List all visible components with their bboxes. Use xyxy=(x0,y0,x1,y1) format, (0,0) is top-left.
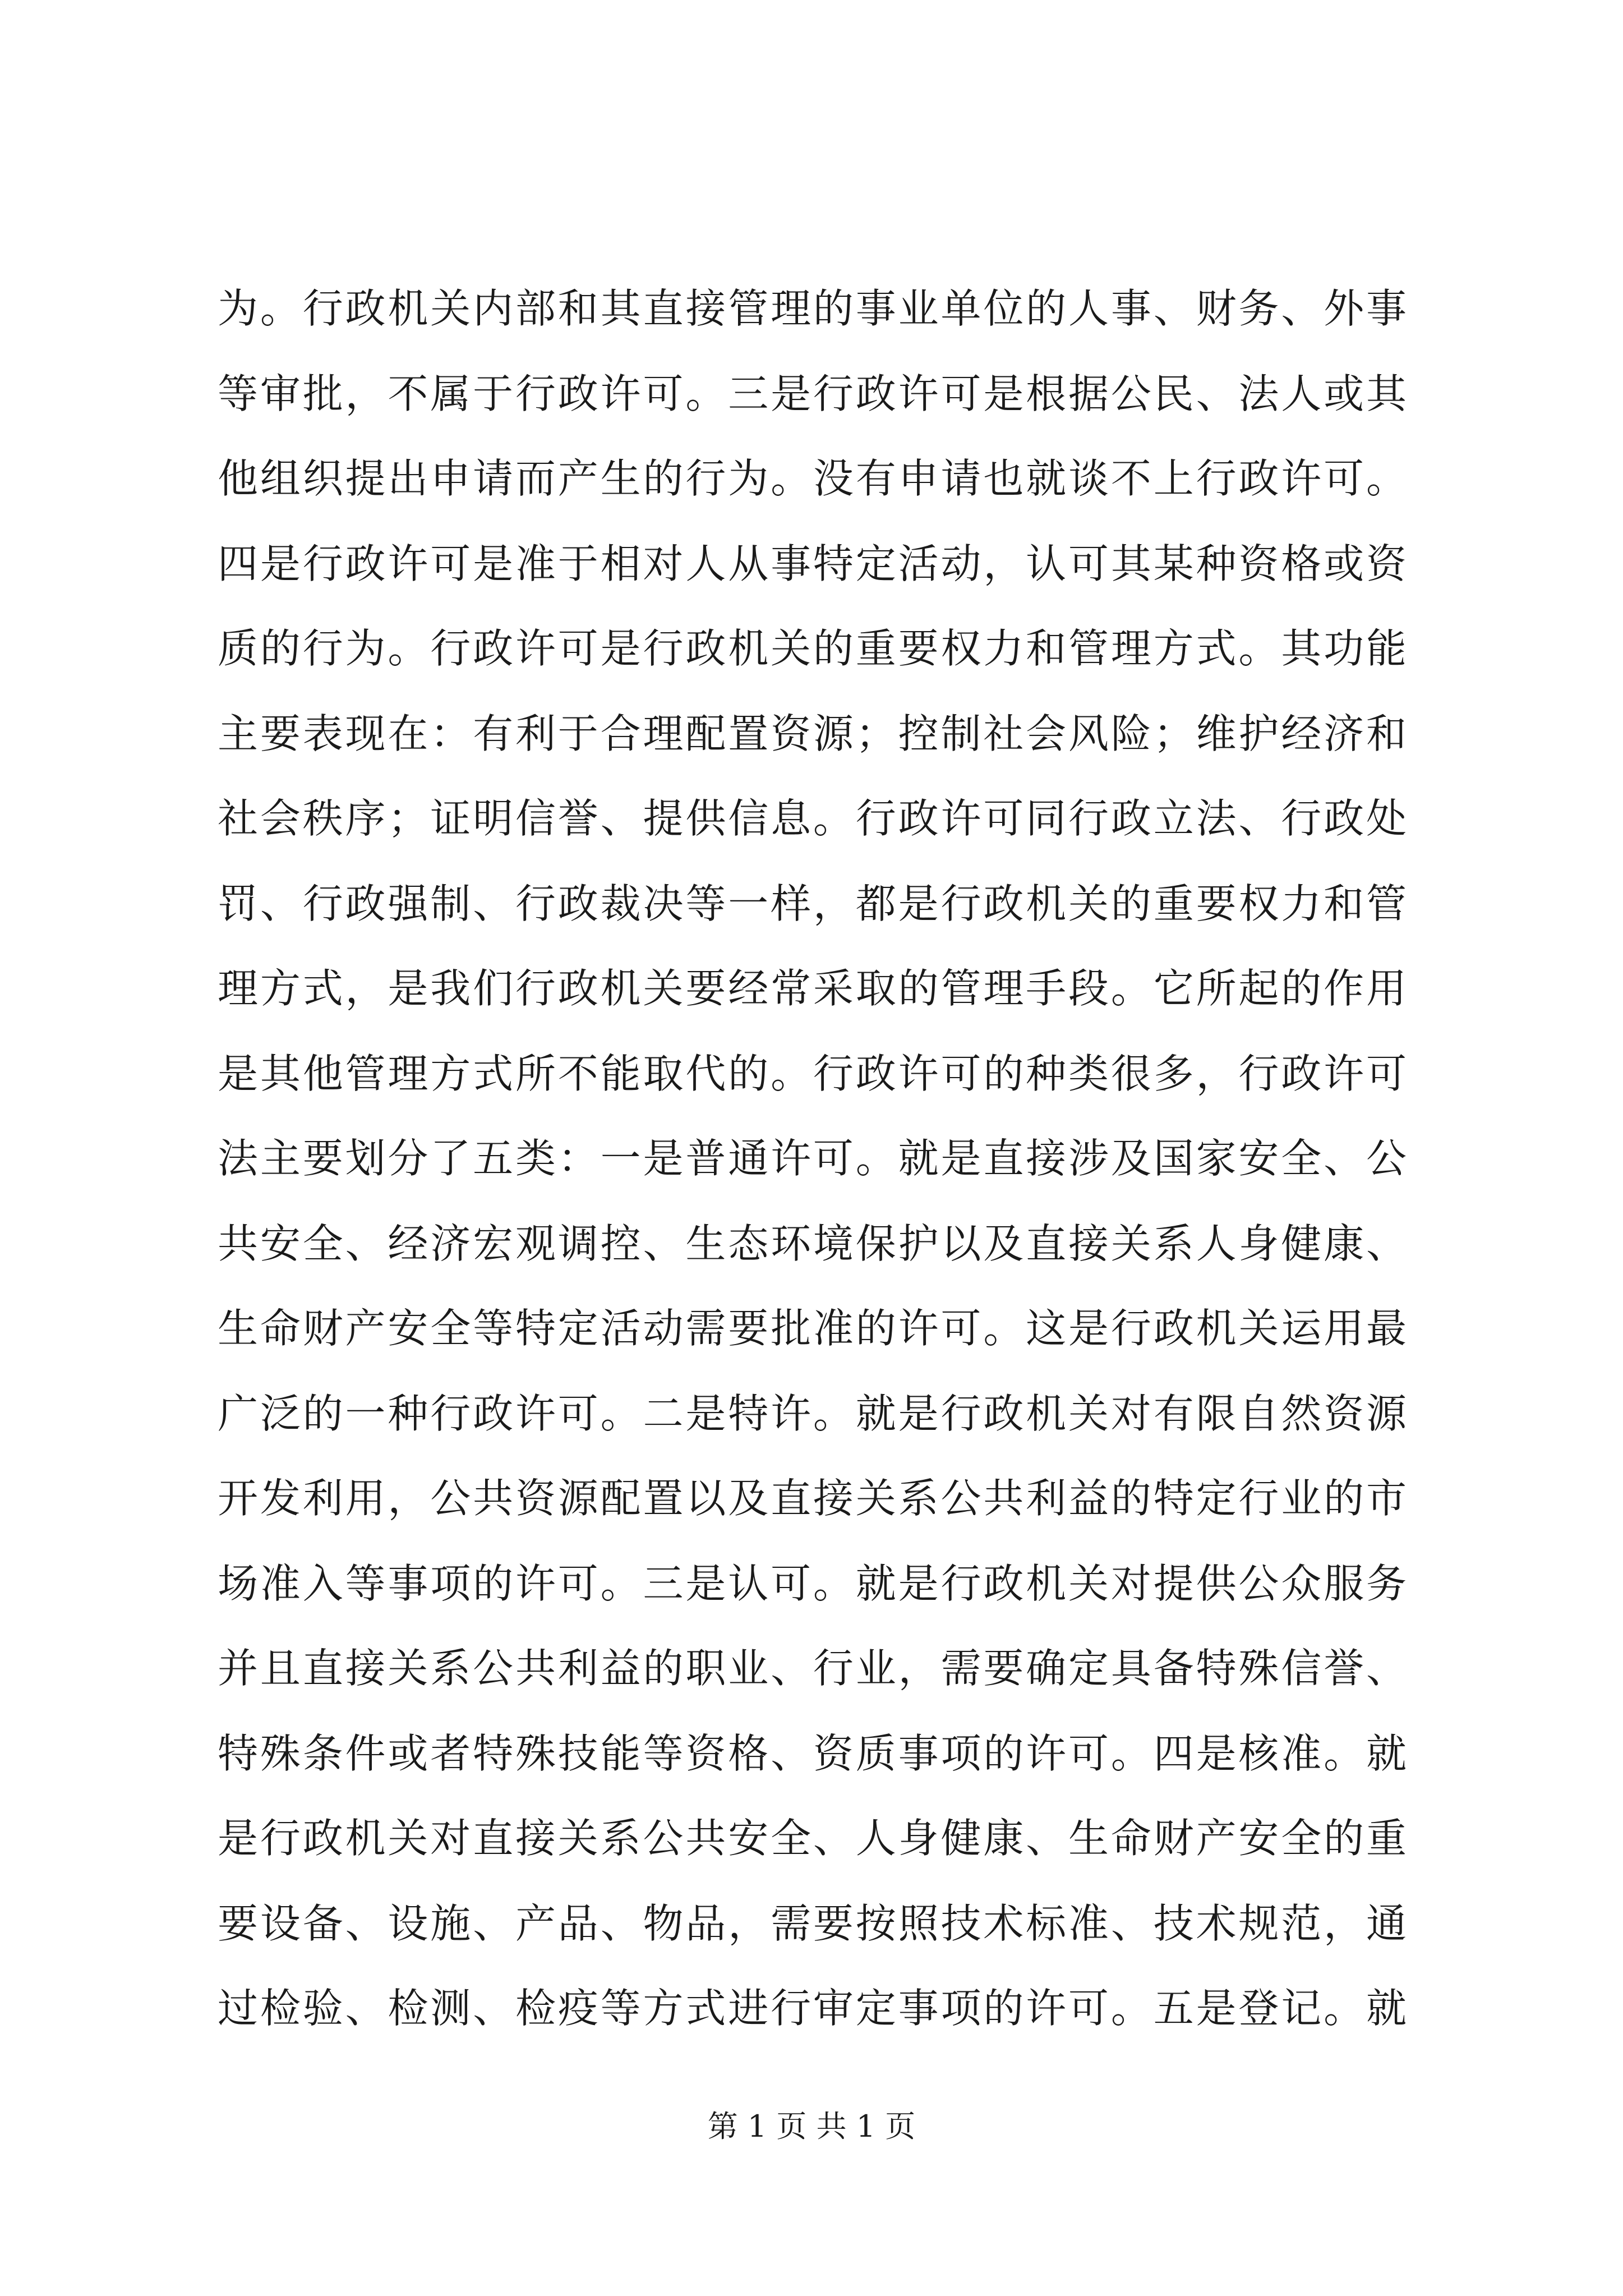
text-line: 四是行政许可是准于相对人从事特定活动，认可其某种资格或资 xyxy=(218,540,1407,587)
text-line: 质的行为。行政许可是行政机关的重要权力和管理方式。其功能 xyxy=(218,625,1407,672)
text-line: 开发利用，公共资源配置以及直接关系公共利益的特定行业的市 xyxy=(218,1475,1407,1522)
text-line: 是行政机关对直接关系公共安全、人身健康、生命财产安全的重 xyxy=(218,1815,1407,1862)
text-line: 是其他管理方式所不能取代的。行政许可的种类很多，行政许可 xyxy=(218,1050,1407,1097)
page-number-label: 第 1 页 共 1 页 xyxy=(707,2109,916,2144)
text-line: 要设备、设施、产品、物品，需要按照技术标准、技术规范，通 xyxy=(218,1899,1407,1947)
text-line: 主要表现在：有利于合理配置资源；控制社会风险；维护经济和 xyxy=(218,710,1407,757)
text-line: 法主要划分了五类：一是普通许可。就是直接涉及国家安全、公 xyxy=(218,1135,1407,1182)
page-footer xyxy=(0,2102,1623,2146)
text-line: 场准入等事项的许可。三是认可。就是行政机关对提供公众服务 xyxy=(218,1559,1407,1607)
text-line: 为。行政机关内部和其直接管理的事业单位的人事、财务、外事 xyxy=(218,285,1407,332)
text-line: 社会秩序；证明信誉、提供信息。行政许可同行政立法、行政处 xyxy=(218,795,1407,842)
text-line: 广泛的一种行政许可。二是特许。就是行政机关对有限自然资源 xyxy=(218,1389,1407,1437)
text-line: 理方式，是我们行政机关要经常采取的管理手段。它所起的作用 xyxy=(218,965,1407,1012)
text-line: 生命财产安全等特定活动需要批准的许可。这是行政机关运用最 xyxy=(218,1305,1407,1352)
text-line: 罚、行政强制、行政裁决等一样，都是行政机关的重要权力和管 xyxy=(218,880,1407,927)
text-line: 等审批，不属于行政许可。三是行政许可是根据公民、法人或其 xyxy=(218,370,1407,417)
text-line: 他组织提出申请而产生的行为。没有申请也就谈不上行政许可。 xyxy=(218,455,1407,502)
text-line: 并且直接关系公共利益的职业、行业，需要确定具备特殊信誉、 xyxy=(218,1645,1407,1692)
text-line: 过检验、检测、检疫等方式进行审定事项的许可。五是登记。就 xyxy=(218,1985,1407,2032)
text-line: 共安全、经济宏观调控、生态环境保护以及直接关系人身健康、 xyxy=(218,1220,1407,1267)
text-line: 特殊条件或者特殊技能等资格、资质事项的许可。四是核准。就 xyxy=(218,1729,1407,1777)
body-text xyxy=(218,266,1407,2051)
